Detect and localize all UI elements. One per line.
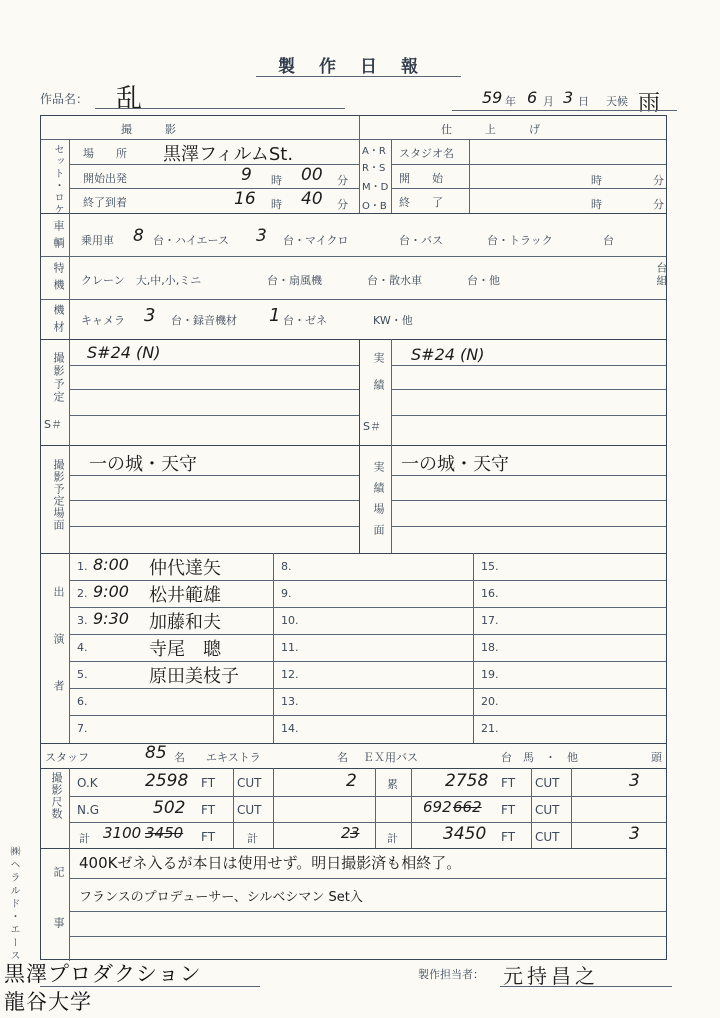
cast-number: 5. — [77, 668, 88, 681]
end-minute-unit: 分 — [337, 198, 348, 211]
zene-label: 台・ゼネ — [283, 314, 327, 327]
company-vertical-text: ㈱ヘラルド・エース — [8, 846, 19, 963]
camera-value: 3 — [144, 305, 156, 326]
total-label: 計 — [79, 832, 90, 845]
truck-label: 台・トラック — [487, 234, 553, 247]
cast-number: 19. — [481, 668, 499, 681]
place-value: 黒澤フィルムSt. — [163, 144, 294, 165]
studio-label: スタジオ名 — [399, 147, 454, 160]
cast-time: 9:00 — [93, 582, 129, 601]
post-end-label: 終 了 — [399, 196, 443, 209]
total-struck-value: 3450 — [145, 824, 184, 842]
cast-number: 18. — [481, 641, 499, 654]
producer-name: 元持昌之 — [503, 964, 599, 988]
weather-label: 天候 — [606, 95, 628, 108]
cast-name: 原田美枝子 — [149, 666, 239, 687]
cast-number: 4. — [77, 641, 88, 654]
ok-label: O.K — [77, 776, 98, 790]
title-underline — [256, 76, 461, 77]
ng-label: N.G — [77, 803, 100, 817]
cast-number: 1. — [77, 560, 88, 573]
staff-unit: 名 — [174, 751, 185, 764]
cast-number: 13. — [281, 695, 299, 708]
cast-number: 3. — [77, 614, 88, 627]
bus-label: 台・バス — [399, 234, 443, 247]
ng-value: 502 — [153, 798, 186, 818]
cast-name: 加藤和夫 — [149, 612, 221, 633]
cast-number: 2. — [77, 587, 88, 600]
horse-label: 台 馬 ・ 他 — [501, 751, 578, 764]
plan-scene-value: S#24 (N) — [87, 343, 161, 362]
cum-ok-ft: FT — [501, 776, 516, 790]
date-day-label: 日 — [578, 95, 589, 108]
cumulative-ng-struck: 662 — [453, 798, 482, 816]
start-minute-unit: 分 — [337, 174, 348, 187]
end-hour: 16 — [234, 189, 256, 209]
total-value: 3100 — [103, 824, 142, 842]
date-month-label: 月 — [543, 95, 554, 108]
cast-number: 20. — [481, 695, 499, 708]
crane-label: クレーン 大,中,小,ミニ — [81, 274, 202, 287]
daily-report-form — [40, 115, 668, 968]
ar-label: A・R — [362, 146, 386, 157]
cast-time: 8:00 — [93, 555, 129, 574]
actual-scene-value: S#24 (N) — [411, 345, 485, 364]
end-label: 終了到着 — [83, 196, 127, 209]
audio-label: 台・録音機材 — [171, 314, 237, 327]
film-label: 撮影尺数 — [50, 772, 63, 820]
date-month: 6 — [527, 88, 538, 107]
post-end-minute-unit: 分 — [653, 198, 664, 211]
special-label: 特機 — [52, 262, 65, 296]
hiace-label: 台・ハイエース — [153, 234, 230, 247]
cumulative-ng-value: 692 — [423, 798, 452, 816]
car-value: 8 — [133, 226, 144, 246]
watermark-line-2: 龍谷大学 — [4, 990, 92, 1014]
actual-scene-place: 一の城・天守 — [401, 454, 509, 475]
cum-total-cut-label: CUT — [535, 830, 560, 844]
cast-name: 仲代達矢 — [149, 558, 221, 579]
actual-sharp-label: S＃ — [363, 420, 381, 433]
special-unit-label: 台組 — [655, 262, 668, 288]
camera-label: キャメラ — [81, 314, 125, 327]
cumulative-ok-cut: 3 — [629, 771, 640, 791]
watermark-line-1: 黒澤プロダクション — [4, 962, 202, 986]
cum-ng-cut-label: CUT — [535, 803, 560, 817]
kw-label: KW・他 — [373, 314, 413, 327]
place-label: 場 所 — [83, 147, 127, 160]
ok-cut-value: 2 — [346, 771, 357, 791]
date-day: 3 — [563, 88, 574, 107]
start-label: 開始出発 — [83, 172, 127, 185]
fan-label: 台・扇風機 — [267, 274, 322, 287]
work-title-value: 乱 — [116, 84, 143, 114]
cast-number: 11. — [281, 641, 299, 654]
cast-name: 松井範雄 — [149, 585, 221, 606]
ok-ft: FT — [201, 776, 216, 790]
cumulative-total-cut: 3 — [629, 824, 640, 844]
cum-calc-label: 計 — [387, 832, 398, 845]
plan-label: 撮影予定 — [52, 352, 65, 404]
divider — [359, 116, 360, 213]
post-start-minute-unit: 分 — [653, 174, 664, 187]
actual-scene-label: 実績場面 — [372, 461, 385, 545]
cast-number: 14. — [281, 722, 299, 735]
extra-label: エキストラ — [206, 751, 261, 764]
date-underline — [452, 110, 677, 111]
special-other-label: 台・他 — [467, 274, 500, 287]
ob-label: O・B — [362, 201, 387, 212]
extra-unit: 名 — [337, 751, 348, 764]
notes-line-1: 400Kゼネ入るが本日は使用せず。明日撮影済も相終了。 — [79, 854, 462, 872]
hiace-value: 3 — [256, 226, 267, 246]
total-cut-struck: 3 — [350, 824, 360, 842]
cum-ok-cut-label: CUT — [535, 776, 560, 790]
post-end-hour-unit: 時 — [591, 198, 602, 211]
cast-number: 6. — [77, 695, 88, 708]
audio-value: 1 — [269, 305, 281, 326]
cumulative-label: 累 — [387, 778, 398, 791]
vehicles-label: 車輌 — [52, 220, 65, 254]
cast-name: 寺尾 聰 — [149, 639, 221, 660]
cast-number: 21. — [481, 722, 499, 735]
start-hour-unit: 時 — [271, 174, 282, 187]
cast-number: 10. — [281, 614, 299, 627]
cast-number: 15. — [481, 560, 499, 573]
total-cut-value: 2 — [341, 824, 351, 842]
date-year: 59 — [482, 88, 503, 107]
rs-label: R・S — [362, 163, 386, 174]
water-label: 台・散水車 — [367, 274, 422, 287]
set-loke-label: セット・ロケ — [52, 144, 63, 216]
cast-label: 出演者 — [52, 586, 65, 727]
ok-cut-label: CUT — [237, 776, 262, 790]
car-label: 乗用車 — [81, 234, 114, 247]
notes-label: 記事 — [52, 866, 65, 968]
cast-number: 7. — [77, 722, 88, 735]
ng-cut-label: CUT — [237, 803, 262, 817]
md-label: M・D — [362, 182, 389, 193]
post-start-label: 開 始 — [399, 172, 443, 185]
cumulative-ok-value: 2758 — [445, 771, 489, 791]
cast-number: 17. — [481, 614, 499, 627]
cum-total-ft: FT — [501, 830, 516, 844]
cast-number: 9. — [281, 587, 292, 600]
calc-label: 計 — [247, 832, 258, 845]
equipment-label: 機材 — [52, 304, 65, 338]
end-hour-unit: 時 — [271, 198, 282, 211]
work-title-label: 作品名： — [40, 92, 89, 106]
cum-ng-ft: FT — [501, 803, 516, 817]
date-year-label: 年 — [505, 95, 516, 108]
vehicles-end-label: 台 — [603, 234, 614, 247]
cast-time: 9:30 — [93, 609, 129, 628]
producer-label: 製作担当者： — [418, 968, 484, 981]
plan-scene-label: 撮影予定場面 — [52, 459, 65, 531]
start-minute: 00 — [301, 165, 323, 185]
post-start-hour-unit: 時 — [591, 174, 602, 187]
finish-header: 仕 上 げ — [441, 123, 540, 136]
cast-number: 12. — [281, 668, 299, 681]
work-title-underline — [95, 108, 345, 109]
end-minute: 40 — [301, 189, 323, 209]
notes-line-2: フランスのプロデューサー、シルベシマン Set入 — [79, 890, 363, 905]
total-ft: FT — [201, 830, 216, 844]
ng-ft: FT — [201, 803, 216, 817]
plan-scene-place: 一の城・天守 — [89, 454, 197, 475]
weather-value: 雨 — [638, 91, 661, 116]
head-label: 頭 — [651, 751, 662, 764]
plan-sharp-label: S＃ — [44, 418, 62, 431]
micro-label: 台・マイクロ — [283, 234, 349, 247]
cast-number: 16. — [481, 587, 499, 600]
start-hour: 9 — [241, 165, 252, 185]
cumulative-total-value: 3450 — [443, 824, 487, 844]
cast-number: 8. — [281, 560, 292, 573]
producer-underline — [500, 986, 672, 987]
shoot-header: 撮 影 — [121, 123, 176, 136]
ok-value: 2598 — [145, 771, 189, 791]
staff-label: スタッフ — [45, 751, 89, 764]
actual-label: 実績 — [372, 352, 385, 406]
ex-bus-label: ＥＸ用バス — [363, 751, 418, 764]
staff-value: 85 — [145, 743, 167, 763]
page-title: 製作日報 — [278, 57, 442, 77]
